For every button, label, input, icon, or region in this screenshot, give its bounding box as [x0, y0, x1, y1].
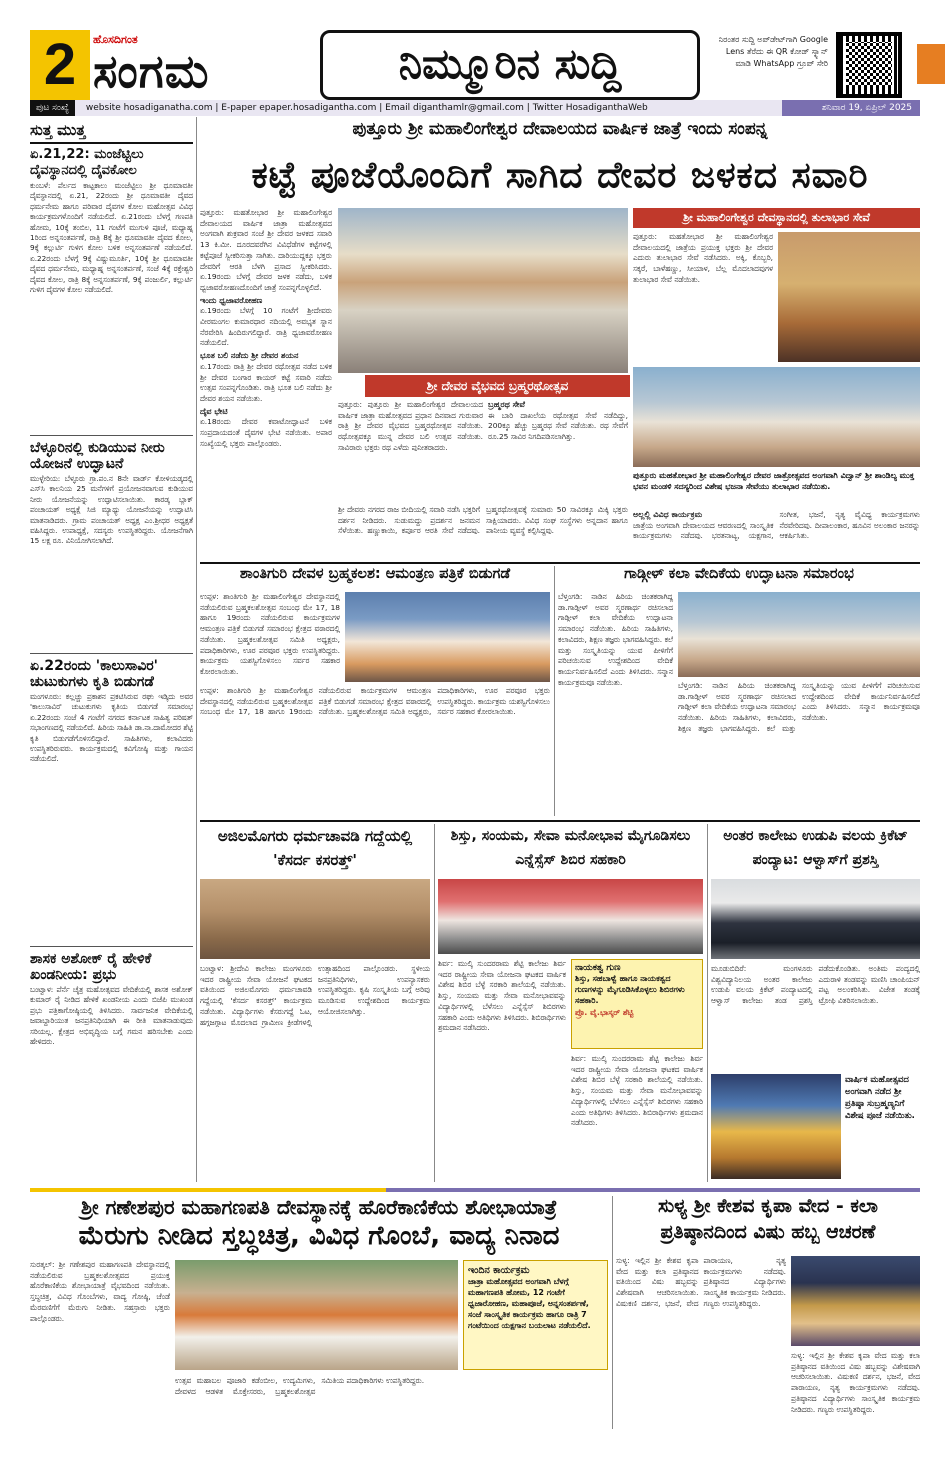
sidebar-label: ಸುತ್ತ ಮುತ್ತ — [30, 117, 193, 144]
lead-column-1 — [200, 208, 332, 550]
veda-photo — [633, 367, 920, 467]
section-divider — [200, 562, 920, 564]
column-divider — [434, 824, 435, 1182]
cultural-head: ಅಲ್ಲಲ್ಲಿ ವಿವಿಧ ಕಾರ್ಯಕ್ರಮ — [633, 510, 703, 519]
brief-body: ಕುಂಬಳೆ: ಪೆರ್ಲದ ಕಾಟ್ಟಕಾಲು ಮಂಜೆಟ್ಟಿಲು ಶ್ರೀ ಧೂಮಾವತೀ ದೈವಸ್ಥಾನದಲ್ಲಿ ಏ.21, 22ರಂದು ಶ್ರೀ ಧೂಮಾವತೀ ದೈವದ ಧರ್ಮನೇಮ ಹಾಗೂ ಪರಿವಾರ ದೈವಗಳ ಕೋಲ ಮಹೋತ್ಸವ ವಿವಿಧ ಕಾರ್ಯಕ್ರಮಗಳೊಂದಿಗೆ ನಡೆಯಲಿದೆ. ಏ.21ರಂದು ಬೆಳಗ್ಗೆ ಗಣಪತಿ ಹೋಮ, 10ಕ್ಕೆ ತಂಬಿಲ, 11 ಗಂಟೆಗೆ ಮುಗುಳಿ ಪೂಜೆ, ಮಧ್ಯಾಹ್ನ 1ರಿಂದ ಅನ್ನಸಂತರ್ಪಣೆ, ರಾತ್ರಿ 8ಕ್ಕೆ ಶ್ರೀ ಧೂಮಾವತೀ ದೈವದ ಕೋಲ, 9ಕ್ಕೆ ಕಲ್ಲುರ್ಟಿ ಗುಳಿಗ ಕೋಲ ಬಳಿಕ ಅನ್ನಸಂತರ್ಪಣೆ ನಡೆಯಲಿದೆ. ಏ.22ರಂದು ಬೆಳಗ್ಗೆ 9ಕ್ಕೆ ವಿಷ್ಣುಮೂರ್ತಿ, 10ಕ್ಕೆ ಶ್ರೀ ಧೂಮಾವತೀ ದೈವದ ಧರ್ಮನೇಮ, ಮಧ್ಯಾಹ್ನ ಅನ್ನಸಂತರ್ಪಣೆ, ಸಂಜೆ 4ಕ್ಕೆ ರಕ್ತೇಶ್ವರಿ ದೈವದ ಕೋಲ, ರಾತ್ರಿ 8ಕ್ಕೆ ಅನ್ನಸಂತರ್ಪಣೆ, 9ಕ್ಕೆ ಪಂಜುರ್ಲಿ, ಕಲ್ಲುರ್ಟಿ ಗುಳಿಗ ದೈವಗಳ ಕೋಲ ನಡೆಯಲಿದೆ. — [30, 181, 193, 295]
quote-text: ಶಿಸ್ತು, ಸಹಬಾಳ್ವೆ ಹಾಗೂ ನಾಯಕತ್ವದ ಗುಣಗಳನ್ನು ಮೈಗೂಡಿಸಿಕೊಳ್ಳಲು ಶಿಬಿರಗಳು ಸಹಕಾರಿ. — [575, 974, 685, 1005]
brief-headline: ಶಾಸಕ ಅಶೋಕ್ ರೈ ಹೇಳಿಕೆ ಖಂಡನೀಯ: ಪ್ರಭು — [30, 951, 152, 983]
program-box — [463, 1260, 608, 1370]
story-photo — [175, 1260, 458, 1370]
story-body: ಉಪ್ಪಳ: ಶಾಂತಿಗುರಿ ಶ್ರೀ ಮಹಾಲಿಂಗೇಶ್ವರ ದೇವಸ್ಥಾನದಲ್ಲಿ ನಡೆಯಲಿರುವ ಬ್ರಹ್ಮಕಲಶೋತ್ಸವ ಸಂಬಂಧ ಮೇ 17, 18 ಹಾಗೂ 19ರಂದು ನಡೆಯಲಿರುವ ಕಾರ್ಯಕ್ರಮಗಳ ಆಮಂತ್ರಣ ಪತ್ರಿಕೆ ಬಿಡುಗಡೆ ಸಮಾರಂಭ ಕ್ಷೇತ್ರದ ವಠಾರದಲ್ಲಿ ನಡೆಯಿತು. ಬ್ರಹ್ಮಕಲಶೋತ್ಸವ ಸಮಿತಿ ಅಧ್ಯಕ್ಷರು, ಪದಾಧಿಕಾರಿಗಳು, ಊರ ಪರವೂರ ಭಕ್ತರು ಉಪಸ್ಥಿತರಿದ್ದರು. ಕಾರ್ಯಕ್ರಮ ಯಶಸ್ವಿಗೊಳಿಸಲು ಸರ್ವರ ಸಹಕಾರ ಕೋರಲಾಯಿತು. — [200, 592, 340, 676]
twitter-link[interactable]: Twitter HosadiganthaWeb — [532, 103, 648, 113]
photo-caption-banner: ಶ್ರೀ ದೇವರ ವೈಭವದ ಬ್ರಹ್ಮರಥೋತ್ಸವ — [365, 375, 630, 397]
lead-body-7: ಶ್ರೀ ದೇವರು ನಗರದ ರಾಜ ಬೀದಿಯಲ್ಲಿ ಸವಾರಿ ನಡೆಸಿ ಭಕ್ತರಿಗೆ ದರ್ಶನ ನೀಡಿದರು. ಸುಡುಮದ್ದು ಪ್ರದರ್ಶನ ಜನಮನ ಸೆಳೆಯಿತು. ಹಣ್ಣುಕಾಯಿ, ಕರ್ಪೂರ ಆರತಿ ಸೇವೆ ನಡೆದವು. ಬ್ರಹ್ಮರಥೋತ್ಸವಕ್ಕೆ ಸುಮಾರು 50 ಸಾವಿರಕ್ಕೂ ಮಿಕ್ಕಿ ಭಕ್ತರು ಸಾಕ್ಷಿಯಾದರು. ವಿವಿಧ ಸಂಘ ಸಂಸ್ಥೆಗಳು ಅನ್ನದಾನ ಹಾಗೂ ಪಾನೀಯ ವ್ಯವಸ್ಥೆ ಕಲ್ಪಿಸಿದ್ದವು. — [338, 505, 628, 536]
section-divider — [200, 820, 920, 822]
story-nss — [438, 824, 703, 1182]
tulabhara-body: ಪುತ್ತೂರು: ಮಹತೋಭಾರ ಶ್ರೀ ಮಹಾಲಿಂಗೇಶ್ವರ ದೇವಾಲಯದಲ್ಲಿ ಜಾತ್ರೆಯ ಪ್ರಯುಕ್ತ ಭಕ್ತರು ಶ್ರೀ ದೇವರ ಎದುರು ತುಲಾಭಾರ ಸೇವೆ ನಡೆಸಿದರು. ಅಕ್ಕಿ, ಕೊಬ್ಬರಿ, ಸಕ್ಕರೆ, ಬಾಳೆಹಣ್ಣು, ಸೀಯಾಳ, ಬೆಲ್ಲ ಮೊದಲಾದವುಗಳ ತುಲಾಭಾರ ಸೇವೆ ನಡೆಯಿತು. — [633, 232, 773, 284]
story-cricket — [711, 824, 920, 1182]
quote-attribution: ಪ್ರೊ. ವೈ.ಭಾಸ್ಕರ್ ಶೆಟ್ಟಿ — [575, 1008, 634, 1017]
story-body: ಬಂಟ್ವಾಳ: ಶ್ರೀದೇವಿ ಕಾಲೇಜು ಮಂಗಳೂರು ಇದರ ರಾಷ್ಟ್ರೀಯ ಸೇವಾ ಯೋಜನೆ ಘಟಕದ ವತಿಯಿಂದ ಅಜಿಲಮೊಗರು ಧರ್ಮಚಾವಡಿ ಗದ್ದೆಯಲ್ಲಿ 'ಕೆಸರ್ದ ಕಸರತ್ತ್' ಕಾರ್ಯಕ್ರಮ ನಡೆಯಿತು. ವಿದ್ಯಾರ್ಥಿಗಳು ಕೆಸರುಗದ್ದೆ ಓಟ, ಹಗ್ಗಜಗ್ಗಾಟ ಮೊದಲಾದ ಗ್ರಾಮೀಣ ಕ್ರೀಡೆಗಳಲ್ಲಿ ಉತ್ಸಾಹದಿಂದ ಪಾಲ್ಗೊಂಡರು. ಸ್ಥಳೀಯ ಜನಪ್ರತಿನಿಧಿಗಳು, ಉಪನ್ಯಾಸಕರು ಉಪಸ್ಥಿತರಿದ್ದರು. ಕೃಷಿ ಸಂಸ್ಕೃತಿಯ ಬಗ್ಗೆ ಅರಿವು ಮೂಡಿಸುವ ಉದ್ದೇಶದಿಂದ ಕಾರ್ಯಕ್ರಮ ಆಯೋಜಿಸಲಾಗಿತ್ತು. — [200, 964, 430, 1027]
story-headline-2: ಮೆರುಗು ನೀಡಿದ ಸ್ತಬ್ಧಚಿತ್ರ, ವಿವಿಧ ಗೊಂಬೆ, ವಾದ್ಯ ನಿನಾದ — [78, 1221, 560, 1251]
story-headline: ಅಜಿಲಮೊಗರು ಧರ್ಮಚಾವಡಿ ಗದ್ದೆಯಲ್ಲಿ 'ಕೆಸರ್ದ ಕಸರತ್ತ್' — [217, 827, 413, 869]
program-text: ಜಾತ್ರಾ ಮಹೋತ್ಸವದ ಅಂಗವಾಗಿ ಬೆಳಗ್ಗೆ ಮಹಾಗಣಪತಿ ಹೋಮ, 12 ಗಂಟೆಗೆ ಧ್ವಜಾರೋಹಣ, ಮಹಾಪೂಜೆ, ಅನ್ನಸಂತರ್ಪಣೆ, ಸಂಜೆ ಸಾಂಸ್ಕೃತಿಕ ಕಾರ್ಯಕ್ರಮ ಹಾಗೂ ರಾತ್ರಿ 7 ಗಂಟೆಯಿಂದ ಯಕ್ಷಗಾನ ಬಯಲಾಟ ನಡೆಯಲಿದೆ. — [468, 1277, 591, 1330]
lead-body-5: ಪುತ್ತೂರು: ಪುತ್ತೂರು ಶ್ರೀ ಮಹಾಲಿಂಗೇಶ್ವರ ದೇವಾಲಯದ ವಾರ್ಷಿಕ ಜಾತ್ರಾ ಮಹೋತ್ಸವದ ಪ್ರಧಾನ ದಿನವಾದ ಗುರುವಾರ ರಾತ್ರಿ ಶ್ರೀ ದೇವರ ವೈಭವದ ಬ್ರಹ್ಮರಥೋತ್ಸವ ನಡೆಯಿತು. ರಥೋತ್ಸವಕ್ಕೂ ಮುನ್ನ ದೇವರ ಬಲಿ ಉತ್ಸವ ನಡೆಯಿತು. ಸಾವಿರಾರು ಭಕ್ತರು ರಥ ಎಳೆದು ಪುನೀತರಾದರು. — [338, 400, 483, 452]
brief-body: ಮಂಗಳೂರು: ಕಲ್ಲಚ್ಚು ಪ್ರಕಾಶನ ಪ್ರಕಟಿಸಿರುವ ರಘು ಇಡ್ಕಿದು ಅವರ 'ಕಾಲುಸಾವಿರ' ಚುಟುಕುಗಳು ಕೃತಿಯ ಬಿಡುಗಡೆ ಸಮಾರಂಭ ಏ.22ರಂದು ಸಂಜೆ 4 ಗಂಟೆಗೆ ನಗರದ ಕರ್ನಾಟಕ ಸಾಹಿತ್ಯ ಪರಿಷತ್ ಸಭಾಂಗಣದಲ್ಲಿ ನಡೆಯಲಿದೆ. ಹಿರಿಯ ಸಾಹಿತಿ ಡಾ.ನಾ.ದಾಮೋದರ ಶೆಟ್ಟಿ ಕೃತಿ ಬಿಡುಗಡೆಗೊಳಿಸಲಿದ್ದಾರೆ. ಸಾಹಿತಿಗಳು, ಕಲಾವಿದರು ಉಪಸ್ಥಿತರಿರುವರು. ಕಾರ್ಯಕ್ರಮದಲ್ಲಿ ಕವಿಗೋಷ್ಠಿ ಮತ್ತು ಗಾಯನ ನಡೆಯಲಿದೆ. — [30, 692, 193, 764]
veda-caption: ಪುತ್ತೂರು ಮಹತೋಭಾರ ಶ್ರೀ ಮಹಾಲಿಂಗೇಶ್ವರ ದೇವರ ಜಾತ್ರೋತ್ಸವದ ಅಂಗವಾಗಿ ವಿದ್ವಾನ್ ಶ್ರೀ ಶಾಂಡಿಲ್ಯ ಮುಕ್ತ ಭವನ ಮಂಡಳಿ ಸದಸ್ಯರಿಂದ ವಿಶೇಷ ಭಜನಾ ಸೇವೆಯು ತುಲಾಭಾರ ನಡೆಯಿತು. — [633, 471, 915, 491]
lead-body-6: ಈ ಬಾರಿ ದಾಖಲೆಯ ರಥೋತ್ಸವ ಸೇವೆ ನಡೆದಿದ್ದು, 200ಕ್ಕೂ ಹೆಚ್ಚು ಬ್ರಹ್ಮರಥ ಸೇವೆ ನಡೆಯಿತು. ರಥ ಸೇವೆಗೆ ರೂ.25 ಸಾವಿರ ನಿಗದಿಪಡಿಸಲಾಗಿತ್ತು. — [488, 410, 628, 442]
epaper-link[interactable]: E-paper epaper.hosadigantha.com — [221, 103, 377, 113]
divider — [30, 946, 193, 947]
column-divider — [196, 117, 197, 1182]
story-body: ಶಿರ್ವ: ಮುಲ್ಕಿ ಸುಂದರರಾಮ ಶೆಟ್ಟಿ ಕಾಲೇಜು ಶಿರ್ವ ಇದರ ರಾಷ್ಟ್ರೀಯ ಸೇವಾ ಯೋಜನಾ ಘಟಕದ ವಾರ್ಷಿಕ ವಿಶೇಷ ಶಿಬಿರ ಬೆಳ್ಳೆ ಸರಕಾರಿ ಶಾಲೆಯಲ್ಲಿ ನಡೆಯಿತು. ಶಿಸ್ತು, ಸಂಯಮ ಮತ್ತು ಸೇವಾ ಮನೋಭಾವವನ್ನು ವಿದ್ಯಾರ್ಥಿಗಳಲ್ಲಿ ಬೆಳೆಸಲು ಎನ್ನೆಸ್ಸೆಸ್ ಶಿಬಿರಗಳು ಸಹಕಾರಿ ಎಂದು ಅತಿಥಿಗಳು ತಿಳಿಸಿದರು. ಶಿಬಿರಾರ್ಥಿಗಳು ಶ್ರಮದಾನ ನಡೆಸಿದರು. — [438, 959, 566, 1033]
brief-3 — [30, 658, 193, 942]
cultural-body: ಜಾತ್ರೆಯ ಅಂಗವಾಗಿ ದೇವಾಲಯದ ಆವರಣದಲ್ಲಿ ಸಾಂಸ್ಕೃತಿಕ ಕಾರ್ಯಕ್ರಮಗಳು ನಡೆದವು. ಭರತನಾಟ್ಯ, ಯಕ್ಷಗಾನ, ಸಂಗೀತ, ಭಜನೆ, ನೃತ್ಯ ವೈವಿಧ್ಯ ಕಾರ್ಯಕ್ರಮಗಳು ನೆರವೇರಿದವು. ದೀಪಾಲಂಕಾರ, ಹೂವಿನ ಅಲಂಕಾರ ಜನರನ್ನು ಆಕರ್ಷಿಸಿತು. — [633, 510, 920, 541]
qr-code-icon[interactable] — [836, 32, 902, 98]
story-body-continued: ಬೆಳ್ತಂಗಡಿ: ನಾಡಿನ ಹಿರಿಯ ಚಿಂತಕರಾಗಿದ್ದ ಡಾ.ಗಾಡ್ಗೀಳ್ ಅವರ ಸ್ಮರಣಾರ್ಥ ರಚಿಸಲಾದ ಗಾಡ್ಗೀಳ್ ಕಲಾ ವೇದಿಕೆಯ ಉದ್ಘಾಟನಾ ಸಮಾರಂಭ ನಡೆಯಿತು. ಹಿರಿಯ ಸಾಹಿತಿಗಳು, ಕಲಾವಿದರು, ಶಿಕ್ಷಣ ತಜ್ಞರು ಭಾಗವಹಿಸಿದ್ದರು. ಕಲೆ ಮತ್ತು ಸಂಸ್ಕೃತಿಯನ್ನು ಯುವ ಪೀಳಿಗೆಗೆ ಪರಿಚಯಿಸುವ ಉದ್ದೇಶದಿಂದ ವೇದಿಕೆ ಕಾರ್ಯನಿರ್ವಹಿಸಲಿದೆ ಎಂದು ತಿಳಿಸಿದರು. ಸನ್ಮಾನ ಕಾರ್ಯಕ್ರಮವೂ ನಡೆಯಿತು. — [678, 681, 920, 733]
story-body-continued: ಶಿರ್ವ: ಮುಲ್ಕಿ ಸುಂದರರಾಮ ಶೆಟ್ಟಿ ಕಾಲೇಜು ಶಿರ್ವ ಇದರ ರಾಷ್ಟ್ರೀಯ ಸೇವಾ ಯೋಜನಾ ಘಟಕದ ವಾರ್ಷಿಕ ವಿಶೇಷ ಶಿಬಿರ ಬೆಳ್ಳೆ ಸರಕಾರಿ ಶಾಲೆಯಲ್ಲಿ ನಡೆಯಿತು. ಶಿಸ್ತು, ಸಂಯಮ ಮತ್ತು ಸೇವಾ ಮನೋಭಾವವನ್ನು ವಿದ್ಯಾರ್ಥಿಗಳಲ್ಲಿ ಬೆಳೆಸಲು ಎನ್ನೆಸ್ಸೆಸ್ ಶಿಬಿರಗಳು ಸಹಕಾರಿ ಎಂದು ಅತಿಥಿಗಳು ತಿಳಿಸಿದರು. ಶಿಬಿರಾರ್ಥಿಗಳು ಶ್ರಮದಾನ ನಡೆಸಿದರು. — [571, 1054, 703, 1128]
info-bar: ಪುಟ ಸಂಖ್ಯೆ website hosadiganatha.com | E-paper epaper.hosadigantha.com | Email diganthamlr@gmail.com | Twitter HosadiganthaWeb ಶನಿವಾರ 19, ಏಪ್ರಿಲ್ 2025 — [30, 100, 920, 116]
kicker-text: ಪುತ್ತೂರು ಶ್ರೀ ಮಹಾಲಿಂಗೇಶ್ವರ ದೇವಾಲಯದ ವಾರ್ಷಿಕ ಜಾತ್ರೆ ಇಂದು ಸಂಪನ್ನ — [352, 120, 768, 139]
story-headline-2: ಪ್ರತಿಷ್ಠಾನದಿಂದ ವಿಷು ಹಬ್ಬ ಆಚರಣೆ — [660, 1221, 876, 1243]
story-body: ಸುರತ್ಕಲ್: ಶ್ರೀ ಗಣೇಶಪುರ ಮಹಾಗಣಪತಿ ದೇವಸ್ಥಾನದಲ್ಲಿ ನಡೆಯಲಿರುವ ಬ್ರಹ್ಮಕಲಶೋತ್ಸವದ ಪ್ರಯುಕ್ತ ಹೊರೆಕಾಣಿಕೆಯ ಶೋಭಾಯಾತ್ರೆ ವೈಭವದಿಂದ ನಡೆಯಿತು. ಸ್ತಬ್ಧಚಿತ್ರ, ವಿವಿಧ ಗೊಂಬೆಗಳು, ವಾದ್ಯ ಗೋಷ್ಠಿ, ಚೆಂಡೆ ಮೆರವಣಿಗೆಗೆ ಮೆರುಗು ನೀಡಿತು. ಸಹಸ್ರಾರು ಭಕ್ತರು ಪಾಲ್ಗೊಂಡರು. — [30, 1260, 170, 1323]
story-headline: ಶಿಸ್ತು, ಸಂಯಮ, ಸೇವಾ ಮನೋಭಾವ ಮೈಗೂಡಿಸಲು ಎನ್ನೆಸ್ಸೆಸ್ ಶಿಬಿರ ಸಹಕಾರಿ — [450, 828, 691, 868]
lead-subhead: ಬ್ರಹ್ಮರಥ ಸೇವೆ — [488, 400, 525, 409]
brief-headline: ಬೆಳ್ಳೂರಿನಲ್ಲಿ ಕುಡಿಯುವ ನೀರು ಯೋಜನೆ ಉದ್ಘಾಟನೆ — [30, 440, 165, 472]
program-title: ಇಂದಿನ ಕಾರ್ಯಕ್ರಮ — [468, 1265, 530, 1276]
lead-kicker — [200, 120, 920, 148]
story-body: ಸುಳ್ಯ: ಇಲ್ಲಿನ ಶ್ರೀ ಕೇಶವ ಕೃಪಾ ವೇದ ಮತ್ತು ಕಲಾ ಪ್ರತಿಷ್ಠಾನದ ವತಿಯಿಂದ ವಿಷು ಹಬ್ಬವನ್ನು ವಿಶೇಷವಾಗಿ ಆಚರಿಸಲಾಯಿತು. ವಿಷುಕಣಿ ದರ್ಶನ, ಭಜನೆ, ವೇದ ಪಾರಾಯಣ, ನೃತ್ಯ ಕಾರ್ಯಕ್ರಮಗಳು ನಡೆದವು. ಪ್ರತಿಷ್ಠಾನದ ವಿದ್ಯಾರ್ಥಿಗಳು ಸಾಂಸ್ಕೃತಿಕ ಕಾರ್ಯಕ್ರಮ ನೀಡಿದರು. ಗಣ್ಯರು ಉಪಸ್ಥಿತರಿದ್ದರು. — [616, 1256, 786, 1308]
column-divider — [612, 1196, 613, 1429]
corner-marker — [917, 44, 945, 84]
sidebar-briefs — [30, 117, 193, 1182]
story-body: ಮೂಡುಬಿದಿರೆ: ಮಂಗಳೂರು ವಿಶ್ವವಿದ್ಯಾನಿಲಯ ಅಂತರ ಕಾಲೇಜು ಉಡುಪಿ ವಲಯ ಕ್ರಿಕೆಟ್ ಪಂದ್ಯಾಟದಲ್ಲಿ ಆಳ್ವಾಸ್ ಕಾಲೇಜು ತಂಡ ಪ್ರಶಸ್ತಿ ಪಡೆದುಕೊಂಡಿತು. ಅಂತಿಮ ಪಂದ್ಯದಲ್ಲಿ ಎದುರಾಳಿ ತಂಡವನ್ನು ಮಣಿಸಿ ಚಾಂಪಿಯನ್ ಪಟ್ಟ ಅಲಂಕರಿಸಿತು. ವಿಜೇತ ತಂಡಕ್ಕೆ ಟ್ರೋಫಿ ವಿತರಿಸಲಾಯಿತು. — [711, 964, 920, 1006]
brief-headline: ಏ.21,22: ಮಂಜೆಟ್ಟಿಲು ದೈವಸ್ಥಾನದಲ್ಲಿ ದೈವಕೋಲ — [30, 147, 144, 178]
story-photo — [200, 879, 430, 959]
story-headline: ಶಾಂತಿಗುರಿ ದೇವಳ ಬ್ರಹ್ಮಕಲಶ: ಆಮಂತ್ರಣ ಪತ್ರಿಕೆ ಬಿಡುಗಡೆ — [239, 566, 511, 582]
divider — [30, 653, 193, 654]
story-gadgil — [558, 566, 920, 816]
story-shantiguri — [200, 566, 550, 816]
column-divider — [554, 566, 555, 816]
story-photo — [678, 592, 920, 677]
story-photo — [711, 879, 920, 959]
story-body-continued: ಉತ್ಸವ ಮಹಾಬಲ ಪೂಜಾರಿ ಕಡೆಂಬೀಲ, ಉದ್ಯಮಿಗಳು, ದೇವಳದ ಆಡಳಿತ ಮೊಕ್ತೇಸರರು, ಬ್ರಹ್ಮಕಲಶೋತ್ಸವ ಸಮಿತಿಯ ಪದಾಧಿಕಾರಿಗಳು ಉಪಸ್ಥಿತರಿದ್ದರು. — [175, 1376, 425, 1396]
story-ganeshapura — [30, 1196, 608, 1429]
lead-body-3: ಏ.17ರಂದು ರಾತ್ರಿ ಶ್ರೀ ದೇವರ ರಥೋತ್ಸವ ನಡೆದ ಬಳಿಕ ಶ್ರೀ ದೇವರ ಬಂಗಾರ ಕಾಯರ್ ಕಟ್ಟೆ ಸವಾರಿ ನಡೆದು ಉತ್ಸವ ಸಂಪನ್ನಗೊಂಡಿತು. ರಾತ್ರಿ ಭೂತ ಬಲಿ ನಡೆದು ಶ್ರೀ ದೇವರ ಶಯನ ನಡೆಯಿತು. — [200, 361, 332, 403]
deity-photo — [711, 1074, 841, 1179]
bottom-divider — [30, 1188, 920, 1192]
page-title: ನಿಮ್ಮೂರಿನ ಸುದ್ದಿ — [320, 30, 700, 100]
lead-headline — [200, 148, 920, 204]
cultural-section — [633, 510, 920, 555]
story-photo — [345, 592, 550, 682]
brief-body: ಮುಳ್ಳೇರಿಯ: ಬೆಳ್ಳೂರು ಗ್ರಾ.ಪಂ.ನ 8ನೇ ವಾರ್ಡ್ ಕೋಳಿಯಡ್ಕದಲ್ಲಿ ಎಸ್‌ಸಿ ಕಾಲನಿಯ 25 ಮನೆಗಳಿಗೆ ಪ್ರಯೋಜನವಾಗುವ ಕುಡಿಯುವ ನೀರು ಯೋಜನೆಯನ್ನು ಉದ್ಘಾಟಿಸಲಾಯಿತು. ಕಾರಡ್ಕ ಬ್ಲಾಕ್ ಪಂಚಾಯತ್ ಅಧ್ಯಕ್ಷೆ ಸಿಜಿ ಮ್ಯಾಥ್ಯು ಯೋಜನೆಯನ್ನು ಉದ್ಘಾಟಿಸಿ ಮಾತನಾಡಿದರು. ಗ್ರಾಮ ಪಂಚಾಯತ್ ಅಧ್ಯಕ್ಷ ಎಂ.ಶ್ರೀಧರ ಅಧ್ಯಕ್ಷತೆ ವಹಿಸಿದ್ದರು. ಉಪಾಧ್ಯಕ್ಷೆ, ಸದಸ್ಯರು ಉಪಸ್ಥಿತರಿದ್ದರು. ಯೋಜನೆಗಾಗಿ 15 ಲಕ್ಷ ರೂ. ವಿನಿಯೋಗಿಸಲಾಗಿದೆ. — [30, 474, 193, 546]
page-label: ಪುಟ ಸಂಖ್ಯೆ — [30, 100, 75, 116]
brief-headline: ಏ.22ರಂದು 'ಕಾಲುಸಾವಿರ' ಚುಟುಕುಗಳು ಕೃತಿ ಬಿಡುಗಡೆ — [30, 658, 158, 690]
brand-name: ಹೊಸದಿಗಂತ — [93, 34, 138, 46]
headline-text: ಕಟ್ಟೆ ಪೂಜೆಯೊಂದಿಗೆ ಸಾಗಿದ ದೇವರ ಜಳಕದ ಸವಾರಿ — [251, 155, 869, 196]
story-headline: ಶ್ರೀ ಗಣೇಶಪುರ ಮಹಾಗಣಪತಿ ದೇವಸ್ಥಾನಕ್ಕೆ ಹೊರೆಕಾಣಿಕೆಯ ಶೋಭಾಯಾತ್ರೆ — [81, 1196, 557, 1219]
tulabhara-title: ಶ್ರೀ ಮಹಾಲಿಂಗೇಶ್ವರ ದೇವಸ್ಥಾನದಲ್ಲಿ ತುಲಾಭಾರ ಸೇವೆ — [633, 208, 920, 228]
story-body-continued: ಸುಳ್ಯ: ಇಲ್ಲಿನ ಶ್ರೀ ಕೇಶವ ಕೃಪಾ ವೇದ ಮತ್ತು ಕಲಾ ಪ್ರತಿಷ್ಠಾನದ ವತಿಯಿಂದ ವಿಷು ಹಬ್ಬವನ್ನು ವಿಶೇಷವಾಗಿ ಆಚರಿಸಲಾಯಿತು. ವಿಷುಕಣಿ ದರ್ಶನ, ಭಜನೆ, ವೇದ ಪಾರಾಯಣ, ನೃತ್ಯ ಕಾರ್ಯಕ್ರಮಗಳು ನಡೆದವು. ಪ್ರತಿಷ್ಠಾನದ ವಿದ್ಯಾರ್ಥಿಗಳು ಸಾಂಸ್ಕೃತಿಕ ಕಾರ್ಯಕ್ರಮ ನೀಡಿದರು. ಗಣ್ಯರು ಉಪಸ್ಥಿತರಿದ್ದರು. — [791, 1351, 920, 1414]
brief-2 — [30, 440, 193, 649]
story-kesarda — [200, 824, 430, 1182]
tulabhara-text — [633, 232, 773, 362]
email-link[interactable]: Email diganthamlr@gmail.com — [385, 103, 524, 113]
story-headline: ಸುಳ್ಯ ಶ್ರೀ ಕೇಶವ ಕೃಪಾ ವೇದ - ಕಲಾ — [658, 1196, 878, 1217]
story-keshava-kripa — [616, 1196, 920, 1429]
website-link[interactable]: website hosadiganatha.com — [85, 103, 213, 113]
lead-column-4 — [338, 505, 628, 555]
page-number: 2 — [30, 30, 90, 100]
brief-1 — [30, 147, 193, 431]
story-body-continued: ಉಪ್ಪಳ: ಶಾಂತಿಗುರಿ ಶ್ರೀ ಮಹಾಲಿಂಗೇಶ್ವರ ದೇವಸ್ಥಾನದಲ್ಲಿ ನಡೆಯಲಿರುವ ಬ್ರಹ್ಮಕಲಶೋತ್ಸವ ಸಂಬಂಧ ಮೇ 17, 18 ಹಾಗೂ 19ರಂದು ನಡೆಯಲಿರುವ ಕಾರ್ಯಕ್ರಮಗಳ ಆಮಂತ್ರಣ ಪತ್ರಿಕೆ ಬಿಡುಗಡೆ ಸಮಾರಂಭ ಕ್ಷೇತ್ರದ ವಠಾರದಲ್ಲಿ ನಡೆಯಿತು. ಬ್ರಹ್ಮಕಲಶೋತ್ಸವ ಸಮಿತಿ ಅಧ್ಯಕ್ಷರು, ಪದಾಧಿಕಾರಿಗಳು, ಊರ ಪರವೂರ ಭಕ್ತರು ಉಪಸ್ಥಿತರಿದ್ದರು. ಕಾರ್ಯಕ್ರಮ ಯಶಸ್ವಿಗೊಳಿಸಲು ಸರ್ವರ ಸಹಕಾರ ಕೋರಲಾಯಿತು. — [200, 686, 550, 717]
lead-column-3 — [488, 400, 628, 500]
story-photo — [791, 1256, 920, 1346]
lead-subhead: ಇಂದು ಧ್ವಜಾವರೋಹಣ — [200, 295, 263, 305]
story-headline: ಅಂತರ ಕಾಲೇಜು ಉಡುಪಿ ವಲಯ ಕ್ರಿಕೆಟ್ ಪಂದ್ಯಾಟ: ಆಳ್ವಾಸ್‌ಗೆ ಪ್ರಶಸ್ತಿ — [723, 828, 908, 868]
brief-body: ಬಂಟ್ವಾಳ: ಪೆರ್ನೆ ಚೈತ್ರ ಮಹೋತ್ಸವದ ವೇದಿಕೆಯಲ್ಲಿ ಶಾಸಕ ಅಶೋಕ್ ಕುಮಾರ್ ರೈ ನೀಡಿದ ಹೇಳಿಕೆ ಖಂಡನೀಯ ಎಂದು ಬಿಜೆಪಿ ಮುಖಂಡ ಪ್ರಭು ಪತ್ರಿಕಾಗೋಷ್ಠಿಯಲ್ಲಿ ತಿಳಿಸಿದರು. ಸಾರ್ವಜನಿಕ ವೇದಿಕೆಯಲ್ಲಿ ಜವಾಬ್ದಾರಿಯುತ ಜನಪ್ರತಿನಿಧಿಯಾಗಿ ಈ ರೀತಿ ಮಾತನಾಡುವುದು ಸರಿಯಲ್ಲ. ಕ್ಷೇತ್ರದ ಅಭಿವೃದ್ಧಿಯ ಬಗ್ಗೆ ಗಮನ ಹರಿಸಬೇಕು ಎಂದು ಹೇಳಿದರು. — [30, 985, 193, 1047]
section-name: ಸಂಗಮ — [93, 44, 210, 98]
lead-subhead: ಭೂತ ಬಲಿ ನಡೆದು ಶ್ರೀ ದೇವರ ಶಯನ — [200, 351, 299, 361]
lead-body-2: ಏ.19ರಂದು ಬೆಳಗ್ಗೆ 10 ಗಂಟೆಗೆ ಶ್ರೀದೇವರು ವೀರಮಂಗಲ ಕುಮಾರಧಾರ ನದಿಯಲ್ಲಿ ಅವಭೃತ ಸ್ನಾನ ನೆರವೇರಿಸಿ ಹಿಂದಿರುಗಲಿದ್ದಾರೆ. ರಾತ್ರಿ ಧ್ವಜಾವರೋಹಣ ನಡೆಯಲಿದೆ. — [200, 306, 332, 348]
issue-date: ಶನಿವಾರ 19, ಏಪ್ರಿಲ್ 2025 — [782, 100, 920, 116]
quote-box — [571, 959, 703, 1049]
qr-instructions: ನಿರಂತರ ಸುದ್ದಿ ಅಪ್‌ಡೇಟ್‌ಗಾಗಿ Google Lens ತೆರೆದು ಈ QR ಕೋಡ್ ಸ್ಕ್ಯಾನ್ ಮಾಡಿ WhatsApp ಗ್ರೂಪ್ ಸೇರಿ — [718, 35, 828, 68]
tulabhara-photo — [778, 232, 920, 362]
lead-subhead: ದೈವ ಭೇಟಿ — [200, 406, 228, 416]
deity-caption: ವಾರ್ಷಿಕ ಮಹೋತ್ಸವದ ಅಂಗವಾಗಿ ನಡೆದ ಶ್ರೀ ಪ್ರತಿಷ್ಠಾ ಸುಬ್ರಹ್ಮಣ್ಯನಿಗೆ ವಿಶೇಷ ಪೂಜೆ ನಡೆಯಿತು. — [845, 1075, 915, 1121]
chariot-photo — [338, 208, 628, 373]
column-divider — [707, 824, 708, 1182]
divider — [30, 435, 193, 436]
masthead — [30, 30, 920, 100]
quote-title: ನಾಯಕತ್ವ ಗುಣ — [575, 963, 621, 973]
lead-body-4: ಏ.18ರಂದು ದೇವರ ಕವಾಟೋದ್ಘಾಟನೆ ಬಳಿಕ ಸಂಪ್ರದಾಯದಂತೆ ದೈವಗಳ ಭೇಟಿ ನಡೆಯಿತು. ಅಪಾರ ಸಂಖ್ಯೆಯಲ್ಲಿ ಭಕ್ತರು ಪಾಲ್ಗೊಂಡರು. — [200, 417, 332, 448]
story-photo — [438, 879, 703, 954]
lead-body-1: ಪುತ್ತೂರು: ಮಹತೋಭಾರ ಶ್ರೀ ಮಹಾಲಿಂಗೇಶ್ವರ ದೇವಾಲಯದ ವಾರ್ಷಿಕ ಜಾತ್ರಾ ಮಹೋತ್ಸವದ ಅಂಗವಾಗಿ ಶುಕ್ರವಾರ ಸಂಜೆ ಶ್ರೀ ದೇವರ ಜಳಕದ ಸವಾರಿ 13 ಕಿ.ಮೀ. ದೂರದವರೆಗಿನ ವಿವಿಧೆಡೆಗಳ ಕಟ್ಟೆಗಳಲ್ಲಿ ಕಟ್ಟೆಪೂಜೆ ಸ್ವೀಕರಿಸುತ್ತಾ ಸಾಗಿತು. ದಾರಿಯುದ್ದಕ್ಕೂ ಭಕ್ತರು ದೇವರಿಗೆ ಆರತಿ ಬೆಳಗಿ ಪ್ರಸಾದ ಸ್ವೀಕರಿಸಿದರು. ಏ.19ರಂದು ಬೆಳಗ್ಗೆ ದೇವರ ಜಳಕ ನಡೆದು, ಬಳಿಕ ಧ್ವಜಾವರೋಹಣದೊಂದಿಗೆ ಜಾತ್ರೆ ಸಂಪನ್ನಗೊಳ್ಳಲಿದೆ. — [200, 208, 332, 292]
story-body: ಬೆಳ್ತಂಗಡಿ: ನಾಡಿನ ಹಿರಿಯ ಚಿಂತಕರಾಗಿದ್ದ ಡಾ.ಗಾಡ್ಗೀಳ್ ಅವರ ಸ್ಮರಣಾರ್ಥ ರಚಿಸಲಾದ ಗಾಡ್ಗೀಳ್ ಕಲಾ ವೇದಿಕೆಯ ಉದ್ಘಾಟನಾ ಸಮಾರಂಭ ನಡೆಯಿತು. ಹಿರಿಯ ಸಾಹಿತಿಗಳು, ಕಲಾವಿದರು, ಶಿಕ್ಷಣ ತಜ್ಞರು ಭಾಗವಹಿಸಿದ್ದರು. ಕಲೆ ಮತ್ತು ಸಂಸ್ಕೃತಿಯನ್ನು ಯುವ ಪೀಳಿಗೆಗೆ ಪರಿಚಯಿಸುವ ಉದ್ದೇಶದಿಂದ ವೇದಿಕೆ ಕಾರ್ಯನಿರ್ವಹಿಸಲಿದೆ ಎಂದು ತಿಳಿಸಿದರು. ಸನ್ಮಾನ ಕಾರ್ಯಕ್ರಮವೂ ನಡೆಯಿತು. — [558, 592, 673, 687]
story-headline: ಗಾಡ್ಗೀಳ್ ಕಲಾ ವೇದಿಕೆಯ ಉದ್ಘಾಟನಾ ಸಮಾರಂಭ — [624, 566, 854, 582]
brief-4 — [30, 951, 193, 1182]
